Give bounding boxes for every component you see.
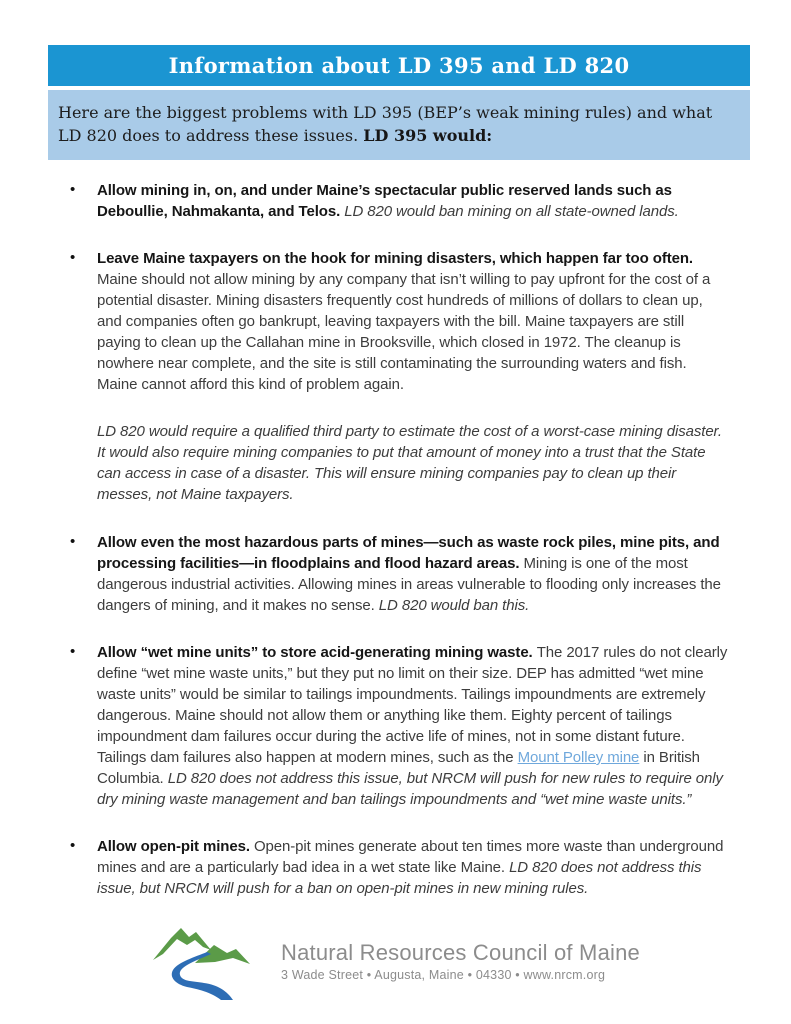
list-item-text: [97, 532, 730, 616]
title-banner: [48, 45, 750, 86]
bullet-body-text: Maine should not allow mining by any company that isn’t willing to pay upfront for the cost of a potential disaster. Mining disasters frequently cost hundreds of millions of dollars to clean up, and companies often go bankrupt, leaving taxpayers with the bill. Maine taxpayers are still paying to clean up the Callahan mine in Brooksville, which closed in 1972. The cleanup is nowhere near complete, and the site is still contaminating the surrounding waters and fish. Maine cannot afford this kind of problem again.: [97, 271, 711, 393]
list-item-text: [97, 248, 730, 395]
list-item-text: [97, 836, 730, 899]
bullet-bold-lead: Allow mining in, on, and under Maine’s spectacular public reserved lands such as Deboullie, Nahmakanta, and Telos.: [97, 182, 672, 220]
bullet-list: [48, 180, 750, 925]
bullet-italic-note: LD 820 does not address this issue, but NRCM will push for new rules to require only dry mining waste management and ban tailings impoundments and “wet mine waste units.”: [97, 770, 723, 808]
intro-box: [48, 90, 750, 160]
bullet-body-text: The 2017 rules do not clearly define “wet mine waste units,” but they put no limit on their size. DEP has admitted “wet mine waste units” would be similar to tailings impoundments. Tailings impoundments are extremely dangerous. Maine should not allow them or anything like them. Eighty percent of tailings impoundment dam failures occur during the active life of mines, not in some distant future. Tailings dam failures also happen at modern mines, such as the: [97, 644, 728, 766]
mount-polley-link[interactable]: Mount Polley mine: [517, 749, 640, 766]
followup-text: LD 820 would require a qualified third party to estimate the cost of a worst-case mining disaster. It would also require mining companies to put that amount of money into a trust that the State can access in case of a disaster. This will ensure mining companies pay to clean up their messes, not Maine taxpayers.: [97, 423, 722, 503]
bullet-bold-lead: Allow open-pit mines.: [97, 838, 254, 855]
bullet-italic-note: LD 820 does not address this issue, but NRCM will push for a ban on open-pit mines in new mining rules.: [97, 859, 702, 897]
bullet-icon: •: [70, 837, 76, 854]
intro-text: Here are the biggest problems with LD 395 (BEP’s weak mining rules) and what LD 820 does to address these issues.: [58, 103, 713, 145]
bullet-body-text: in British Columbia.: [97, 749, 700, 787]
list-item-public-lands: [70, 180, 730, 222]
bullet-icon: •: [70, 533, 76, 550]
page-title: Information about LD 395 and LD 820: [168, 53, 630, 78]
list-item-text: [97, 180, 730, 222]
footer-text-block: [281, 941, 640, 982]
bullet-bold-lead: Allow even the most hazardous parts of mines—such as waste rock piles, mine pits, and processing facilities—in floodplains and flood hazard areas.: [97, 534, 720, 572]
org-address: 3 Wade Street • Augusta, Maine • 04330 • www.nrcm.org: [281, 967, 606, 982]
bullet-italic-note: LD 820 would ban mining on all state-owned lands.: [344, 203, 679, 220]
intro-bold-text: LD 395 would:: [363, 126, 493, 145]
list-item-floodplains: [70, 532, 730, 616]
list-item-text: [97, 642, 730, 810]
list-item-taxpayers: [70, 248, 730, 395]
bullet-icon: •: [70, 643, 76, 660]
ld820-followup-paragraph: [97, 421, 730, 505]
footer: [0, 920, 791, 1002]
bullet-bold-lead: Leave Maine taxpayers on the hook for mining disasters, which happen far too often.: [97, 250, 693, 267]
nrcm-logo-icon: [151, 920, 273, 1002]
intro-paragraph: [58, 101, 738, 147]
bullet-icon: •: [70, 181, 76, 198]
list-item-wet-mine-units: [70, 642, 730, 810]
bullet-italic-note: LD 820 would ban this.: [378, 597, 530, 614]
list-item-open-pit: [70, 836, 730, 899]
bullet-bold-lead: Allow “wet mine units” to store acid-generating mining waste.: [97, 644, 537, 661]
bullet-body-text: Open-pit mines generate about ten times more waste than underground mines and are a particularly bad idea in a wet state like Maine.: [97, 838, 724, 876]
org-name: Natural Resources Council of Maine: [281, 939, 640, 965]
bullet-icon: •: [70, 249, 76, 266]
bullet-body-text: Mining is one of the most dangerous industrial activities. Allowing mines in areas vulnerable to flooding only increases the dangers of mining, and it makes no sense.: [97, 555, 721, 614]
